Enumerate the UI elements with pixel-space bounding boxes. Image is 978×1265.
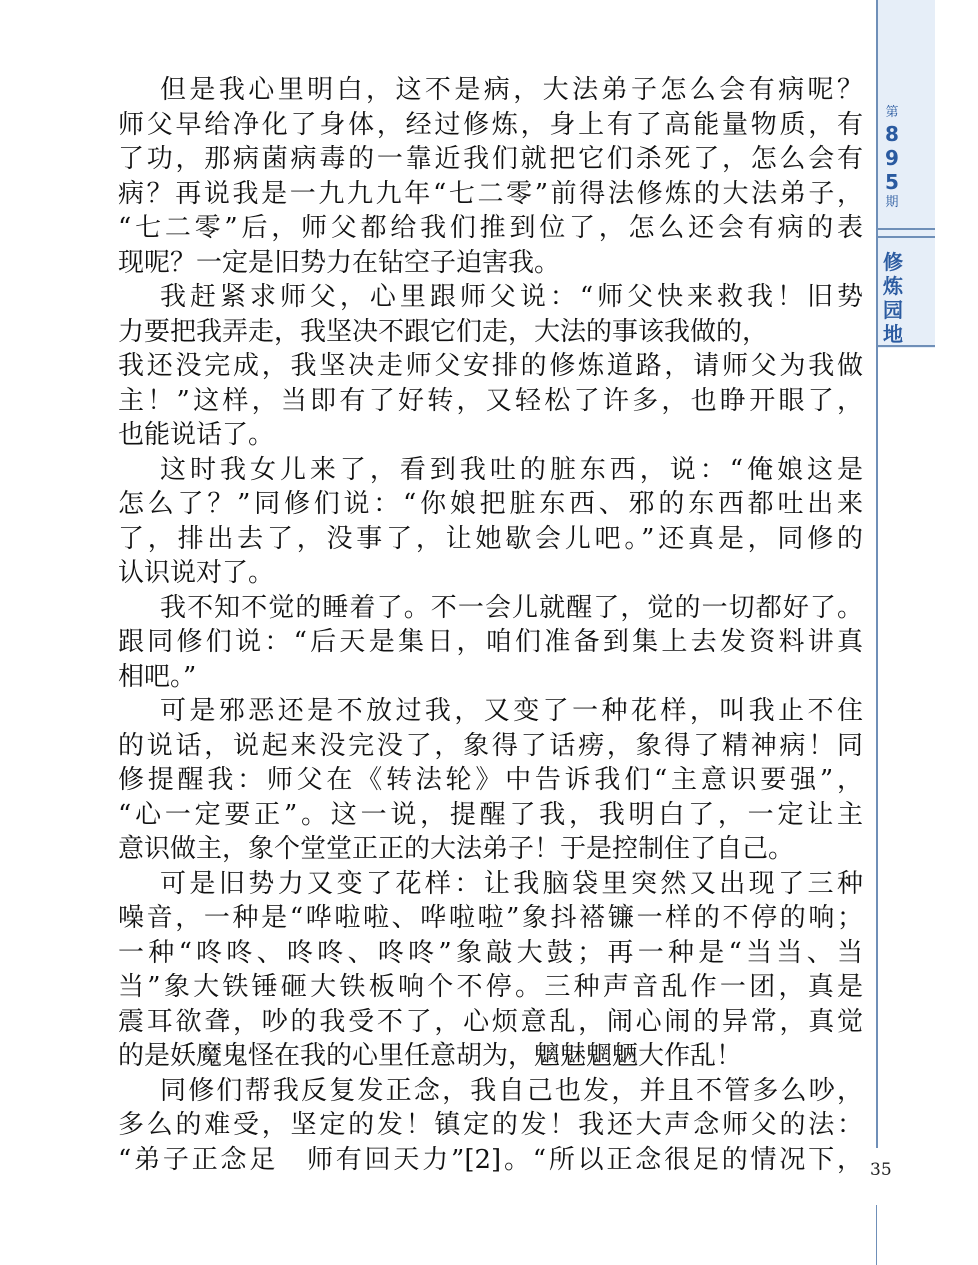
text-line: 当”象大铁锤砸大铁板响个不停。三种声音乱作一团，真是 (118, 972, 863, 1002)
issue-suffix: 期 (885, 195, 899, 210)
text-line: 跟同修们说：“后天是集日，咱们准备到集上去发资料讲真 (118, 627, 863, 657)
text-line: 意识做主，象个堂堂正正的大法弟子！于是控制住了自己。 (118, 834, 795, 864)
text-line: 一种“咚咚、咚咚、咚咚”象敲大鼓；再一种是“当当、当 (118, 937, 863, 968)
text-line: 我赶紧求师父，心里跟师父说：“师父快来救我！旧势 (160, 282, 863, 312)
text-line: “心一定要正”。这一说，提醒了我，我明白了，一定让主 (118, 799, 863, 830)
text-line: 了功，那病菌病毒的一靠近我们就把它们杀死了，怎么会有 (118, 144, 863, 174)
text-line: 可是邪恶还是不放过我，又变了一种花样，叫我止不住 (160, 696, 863, 726)
issue-digit: 5 (885, 170, 899, 194)
text-line: 同修们帮我反复发正念，我自己也发，并且不管多么吵， (160, 1075, 863, 1106)
text-line: 修提醒我：师父在《转法轮》中告诉我们“主意识要强”， (118, 765, 863, 795)
page-number: 35 (870, 1160, 892, 1180)
article-body (118, 73, 863, 1177)
text-line: 怎么了？”同修们说：“你娘把脏东西、邪的东西都吐出来 (118, 489, 863, 519)
text-line: 我不知不觉的睡着了。不一会儿就醒了，觉的一切都好了。 (160, 592, 863, 623)
text-line: 了，排出去了，没事了，让她歇会儿吧。”还真是，同修的 (118, 523, 863, 554)
sidebar-divider-line-bottom (876, 1205, 877, 1265)
section-title (880, 250, 906, 346)
text-line: 震耳欲聋，吵的我受不了，心烦意乱，闹心闹的异常，真觉 (118, 1006, 863, 1037)
text-line: 这时我女儿来了，看到我吐的脏东西，说：“俺娘这是 (160, 454, 863, 485)
text-line: 师父早给净化了身体，经过修炼，身上有了高能量物质，有 (118, 109, 863, 140)
text-line: 病？再说我是一九九九年“七二零”前得法修炼的大法弟子， (118, 178, 863, 209)
text-line: 认识说对了。 (118, 558, 275, 588)
text-line: 噪音，一种是“哗啦啦、哗啦啦”象抖褡镰一样的不停的响； (118, 903, 863, 933)
text-line: 也能说话了。 (118, 420, 275, 450)
text-line: 的说话，说起来没完没了，象得了话痨，象得了精神病！同 (118, 730, 863, 761)
text-line: 力要把我弄走，我坚决不跟它们走，大法的事该我做的， (118, 316, 769, 347)
text-line: 的是妖魔鬼怪在我的心里任意胡为，魑魅魍魉大作乱！ (118, 1041, 743, 1071)
issue-prefix: 第 (885, 105, 899, 120)
text-line: 现呢？一定是旧势力在钻空子迫害我。 (118, 247, 561, 278)
section-title-char: 炼 (883, 274, 903, 298)
text-line: “七二零”后，师父都给我们推到位了，怎么还会有病的表 (118, 213, 863, 243)
text-line: 我还没完成，我坚决走师父安排的修炼道路，请师父为我做 (118, 351, 863, 381)
issue-number (877, 104, 907, 212)
text-line: 多么的难受，坚定的发！镇定的发！我还大声念师父的法： (118, 1110, 863, 1140)
section-title-char: 园 (883, 298, 903, 322)
sidebar-rule-top (877, 228, 935, 230)
text-line: “弟子正念足 师有回天力”[2]。“所以正念很足的情况下， (118, 1144, 863, 1175)
text-line: 相吧。” (118, 661, 197, 692)
text-line: 主！”这样，当即有了好转，又轻松了许多，也睁开眼了， (118, 385, 863, 416)
section-title-char: 修 (883, 250, 903, 274)
text-line: 可是旧势力又变了花样：让我脑袋里突然又出现了三种 (160, 868, 863, 899)
text-line: 但是我心里明白，这不是病，大法弟子怎么会有病呢？ (160, 75, 863, 105)
sidebar-rule-top-second (877, 236, 935, 238)
issue-digit: 8 (885, 122, 899, 146)
issue-digit: 9 (885, 146, 899, 170)
section-title-char: 地 (883, 322, 903, 346)
